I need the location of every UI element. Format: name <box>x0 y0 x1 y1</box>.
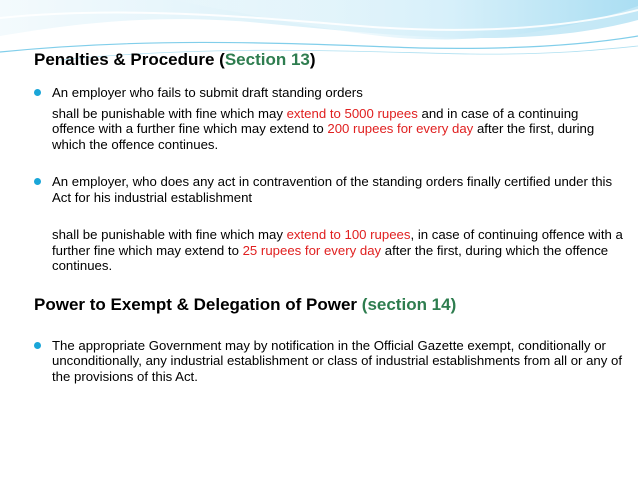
bullet-2-lead: An employer, who does any act in contravention of the standing orders finally certified under this Act for his industrial establishment <box>52 174 613 205</box>
section13-heading-section: Section 13 <box>224 50 310 69</box>
bullet-dot-icon <box>34 89 41 96</box>
highlight-daily-fine: 25 rupees for every day <box>242 242 382 258</box>
slide-content <box>34 49 624 384</box>
body-text: shall be punishable with fine which may <box>52 227 287 242</box>
section14-bullet-1 <box>34 338 624 385</box>
section13-heading-suffix: ) <box>309 50 316 69</box>
section14-heading <box>34 294 624 316</box>
section13-bullet-1-body <box>34 106 624 153</box>
bullet-1-lead: An employer who fails to submit draft standing orders <box>52 85 363 100</box>
body-text: shall be punishable with fine which may <box>52 105 287 121</box>
highlight-fine: extend to 100 rupees <box>286 227 411 242</box>
bullet-dot-icon <box>34 178 41 185</box>
section13-bullet-1 <box>34 85 624 101</box>
section14-heading-section: (section 14) <box>361 294 457 314</box>
body-text: after the first, during which the offence continues. <box>52 121 595 152</box>
section13-bullet-2 <box>34 174 624 205</box>
section13-bullet-2-body <box>34 227 624 274</box>
highlight-daily-fine: 200 rupees for every day <box>327 121 474 136</box>
body-text: , in case of continuing offence with a further fine which may extend to <box>52 227 623 258</box>
section13-heading-prefix: Penalties & Procedure ( <box>34 50 225 69</box>
body-text: after the first, during which the offence continues. <box>52 242 609 273</box>
section14-heading-prefix: Power to Exempt & Delegation of Power <box>34 294 362 314</box>
section14-bullet-text: The appropriate Government may by notification in the Official Gazette exempt, conditionally or unconditionally, any industrial establishment or class of industrial establishments from all or any of the provisions of this Act. <box>52 337 623 384</box>
highlight-fine: extend to 5000 rupees <box>286 105 418 121</box>
section13-heading <box>34 49 624 71</box>
body-text: and in case of a continuing offence with a further fine which may extend to <box>52 105 579 136</box>
bullet-dot-icon <box>34 342 41 349</box>
